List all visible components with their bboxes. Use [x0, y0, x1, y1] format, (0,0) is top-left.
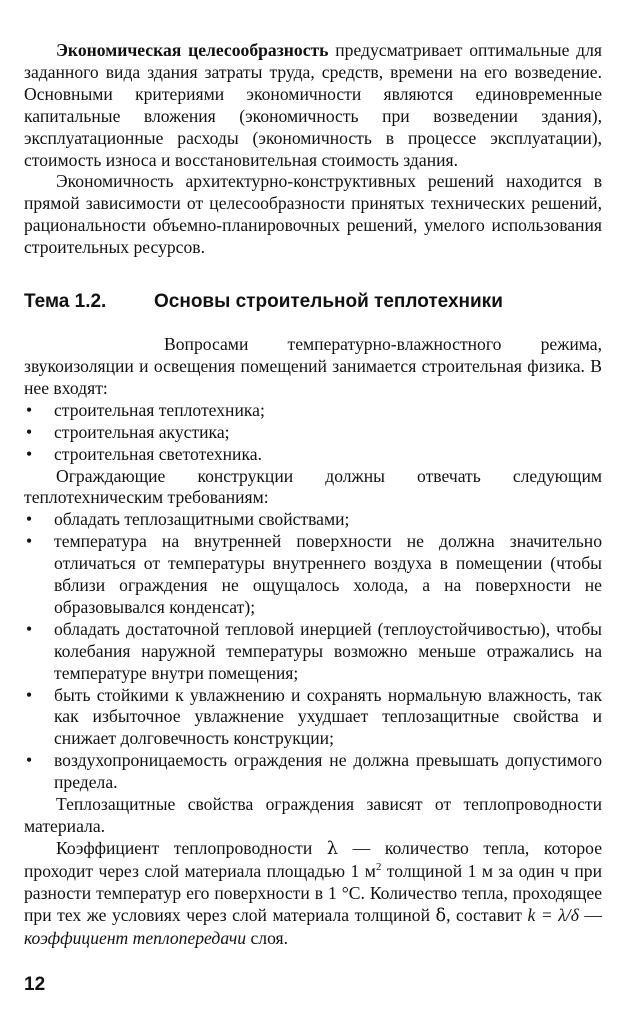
paragraph-text: слоя.	[246, 927, 289, 948]
list-item: • строительная акустика;	[24, 422, 602, 444]
paragraph-economic-feasibility	[24, 40, 602, 171]
section-number: Тема 1.2.	[24, 291, 107, 313]
section-title: Основы строительной теплотехники	[154, 291, 503, 313]
formula: k = λ/δ	[527, 904, 579, 925]
paragraph-text: Коэффициент теплопроводности	[56, 837, 327, 858]
list-item: • быть стойкими к увлажнению и сохранять нормальную влажность, так как избыточное увлажнение ухудшает теплозащитные свойства и снижает долговечность конструкции;	[24, 685, 602, 751]
section-heading	[24, 291, 602, 313]
paragraph-text: — количество тепла, которое проходит через слой материала площадью 1 м	[24, 837, 603, 881]
paragraph-requirements: Ограждающие конструкции должны отвечать следующим теплотехническим требованиям:	[24, 465, 602, 508]
term-economic-feasibility: Экономическая целесообразность	[56, 40, 329, 60]
superscript: 2	[375, 860, 382, 873]
delta-symbol: δ	[435, 905, 447, 926]
list-item: • строительная светотехника.	[24, 444, 602, 466]
paragraph-conductivity	[24, 838, 602, 950]
paragraph-intro: Вопросами температурно-влажностного режима, звукоизоляции и освещения помещений занимается строительная физика. В нее входят:	[24, 334, 602, 398]
paragraph-text: —	[578, 904, 602, 925]
list-requirements	[24, 509, 602, 794]
page-number: 12	[24, 974, 46, 995]
list-item: • воздухопроницаемость ограждения не должна превышать допустимого предела.	[24, 750, 602, 794]
term-heat-transfer-coefficient: коэффициент теплопередачи	[24, 927, 247, 948]
list-item: • обладать достаточной тепловой инерцией (теплоустойчивостью), чтобы колебания наружной температуры возможно меньше отражались на температуре внутри помещения;	[24, 619, 602, 685]
paragraph-text: предусматривает оптимальные для заданного вида здания затраты труда, средств, времени на его возведение. Основными критериями экономичности являются единовременные капитальные вложения (экономичность при возведении здания), эксплуатационные расходы (экономичность в процессе эксплуатации), стоимость износа и восстановительная стоимость здания.	[24, 40, 603, 170]
list-item: • обладать теплозащитными свойствами;	[24, 509, 602, 531]
list-item: • температура на внутренней поверхности не должна значительно отличаться от температуры внутреннего воздуха в помещении (чтобы вблизи ограждения не ощущалось холода, а на поверхности не образовывался конденсат);	[24, 531, 602, 619]
paragraph-text: толщиной 1 м за один ч при разности температур его поверхности в 1 °С. Количество тепла, проходящее при тех же условиях через слой материала толщиной	[24, 860, 602, 925]
page-content	[24, 40, 602, 949]
list-item: • строительная теплотехника;	[24, 400, 602, 422]
list-building-physics	[24, 400, 602, 466]
paragraph-economy: Экономичность архитектурно-конструктивных решений находится в прямой зависимости от целесообразности принятых технических решений, рациональности объемно-планировочных решений, умелого использования строительных ресурсов.	[24, 171, 602, 258]
lambda-symbol: λ	[326, 838, 339, 859]
paragraph-text: , составит	[446, 904, 528, 925]
paragraph-heat-protection: Теплозащитные свойства ограждения зависят от теплопроводности материала.	[24, 794, 602, 836]
